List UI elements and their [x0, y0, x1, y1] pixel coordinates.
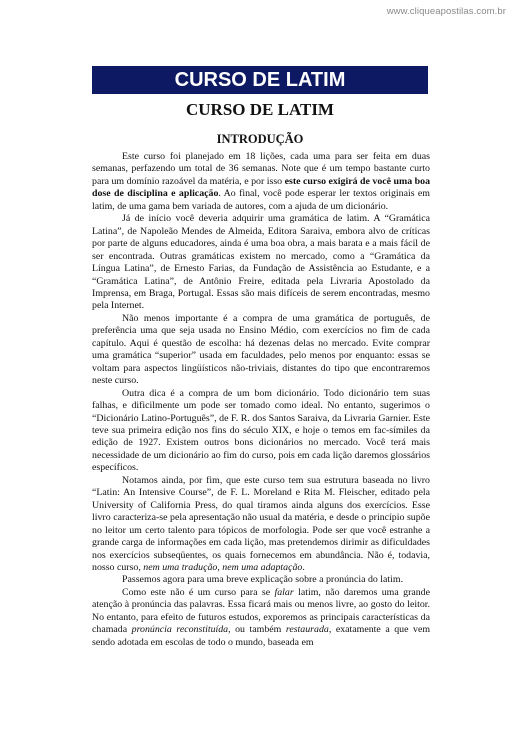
body-text — [92, 151, 430, 649]
paragraph-6: Passemos agora para uma breve explicação sobre a pronúncia do latim. — [122, 574, 404, 586]
paragraph-7-text-b: latim, não daremos uma grande atenção à pronúncia das palavras. Essa ficará mais ou menos livre, ao gosto do leitor. No entanto, para efeito de futuros estudos, exporemos as principais características da chamada — [92, 586, 430, 636]
paragraph-1 — [92, 151, 430, 213]
paragraph-7-text-d: , exatamente a que vem sendo adotada em escolas de todo o mundo, baseada em — [92, 624, 431, 648]
paragraph-7-italic-3: restaurada — [285, 624, 329, 636]
paragraph-2: Já de início você deveria adquirir uma gramática de latim. A “Gramática Latina”, de Napoleão Mendes de Almeida, Editora Saraiva, embora alvo de críticas por parte de alguns educadores, ainda é uma boa obra, a mais barata e a mais fácil de ser encontrada. Outras gramáticas existem no mercado, como a “Gramática da Língua Latina”, de Ernesto Farias, da Fundação de Assistência ao Estudante, e a “Gramática Latina”, de Antônio Freire, editada pela Livraria Apostolado da Imprensa, em Braga, Portugal. Essas são mais difíceis de serem encontradas, mesmo pela Internet. — [92, 213, 430, 312]
paragraph-7-italic-1: falar — [274, 586, 294, 598]
paragraph-5-text-b: . — [302, 561, 305, 573]
paragraph-5 — [92, 475, 430, 575]
section-heading: INTRODUÇÃO — [216, 132, 304, 146]
paragraph-3: Não menos importante é a compra de uma gramática de português, de preferência uma que seja usada no Ensino Médio, com exercícios no fim de cada capítulo. Aqui é questão de escolha: há dezenas delas no mercado. Evite comprar uma gramática “superior” usada em faculdades, pelo menos por enquanto: essas se voltam para aspectos lingüísticos não-triviais, distantes do tipo que encontraremos neste curso. — [92, 312, 430, 387]
paragraph-5-italic: nem uma tradução, nem uma adaptação — [143, 561, 303, 573]
paragraph-7-text-c: ou também — [230, 624, 286, 636]
paragraph-7 — [92, 587, 430, 649]
paragraph-1-text-b: . Ao final, você pode esperar ler textos originais em latim, de uma gama bem variada de autores, com a ajuda de um dicionário. — [92, 188, 430, 212]
paragraph-1-text-a: Este curso foi planejado em 18 lições, cada uma para ser feita em duas semanas, perfazendo um total de 36 semanas. Note que é um tempo bastante curto para um domínio razoável da matéria, e por isso — [92, 151, 430, 187]
paragraph-5-text-a: Notamos ainda, por fim, que este curso tem sua estrutura baseada no livro “Latin: An Intensive Course”, de F. L. Moreland e Rita M. Fleischer, editado pela University of California Press, do qual tiramos ainda alguns dos exercícios. Esse livro caracteriza-se pela apresentação não usual da matéria, e desde o princípio supõe no leitor um certo talento para tópicos de morfologia. Pode ser que você estranhe a grande carga de informações em cada lição, mas pretendemos dirimir as dificuldades nos exercícios subseqüentes, os quais fornecemos em abundância. Não é, todavia, nosso curso, — [92, 474, 430, 573]
paragraph-7-italic-2: pronúncia reconstituída, — [131, 624, 231, 636]
paragraph-7-text-a: Como este não é um curso para se — [122, 586, 275, 598]
paragraph-4: Outra dica é a compra de um bom dicionário. Todo dicionário tem suas falhas, e dificilmente um pode ser tomado como ideal. No entanto, sugerimos o “Dicionário Latino-Português”, de F. R. dos Santos Saraiva, da Livraria Garnier. Este teve sua primeira edição nos fins do século XIX, e hoje o temos em fac-símiles da edição de 1927. Existem outros bons dicionários no mercado. Você terá mais necessidade de um dicionário ao fim do curso, pois em cada lição daremos glossários específicos. — [92, 387, 430, 474]
site-watermark: www.cliqueapostilas.com.br — [386, 6, 506, 17]
page-title: CURSO DE LATIM — [186, 100, 334, 119]
paragraph-1-bold: este curso exigirá de você uma boa dose de disciplina e aplicação — [92, 175, 431, 200]
banner-title: CURSO DE LATIM — [92, 66, 428, 94]
